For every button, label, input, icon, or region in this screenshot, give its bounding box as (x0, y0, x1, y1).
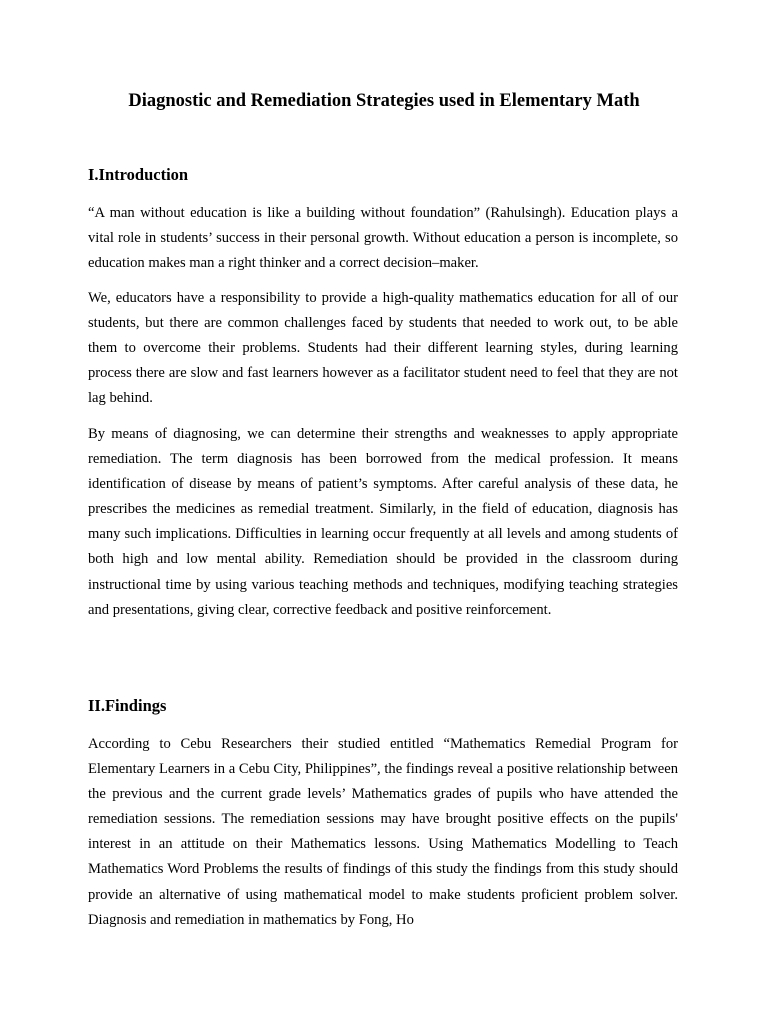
section-heading-findings: II.Findings (88, 696, 167, 715)
paragraph-intro-2: We, educators have a responsibility to provide a high-quality mathematics education for all of our students, but there are common challenges faced by students that needed to work out, to be able them to overcome their problems. Students had their different learning styles, during learning process there are slow and fast learners however as a facilitator student need to feel that they are not lag behind. (88, 290, 678, 407)
document-title: Diagnostic and Remediation Strategies used in Elementary Math (128, 91, 640, 111)
section-heading-introduction: I.Introduction (88, 165, 189, 184)
paragraph-intro-1: “A man without education is like a building without foundation” (Rahulsingh). Education plays a vital role in students’ success in their personal growth. Without education a person is incomplete, so education makes man a right thinker and a correct decision–maker. (88, 205, 678, 272)
paragraph-findings-1: According to Cebu Researchers their studied entitled “Mathematics Remedial Program for Elementary Learners in a Cebu City, Philippines”, the findings reveal a positive relationship between the previous and the current grade levels’ Mathematics grades of pupils who have attended the remediation sessions. The remediation sessions may have brought positive effects on the pupils' interest in an attitude on their Mathematics lessons. Using Mathematics Modelling to Teach Mathematics Word Problems the results of findings of this study the findings from this study should provide an alternative of using mathematical model to make students proficient problem solver. Diagnosis and remediation in mathematics by Fong, Ho (88, 736, 678, 928)
paragraph-intro-3: By means of diagnosing, we can determine their strengths and weaknesses to apply appropriate remediation. The term diagnosis has been borrowed from the medical profession. It means identification of disease by means of patient’s symptoms. After careful analysis of these data, he prescribes the medicines as remedial treatment. Similarly, in the field of education, diagnosis has many such implications. Difficulties in learning occur frequently at all levels and among students of both high and low mental ability. Remediation should be provided in the classroom during instructional time by using various teaching methods and techniques, modifying teaching strategies and presentations, giving clear, corrective feedback and positive reinforcement. (88, 426, 678, 618)
